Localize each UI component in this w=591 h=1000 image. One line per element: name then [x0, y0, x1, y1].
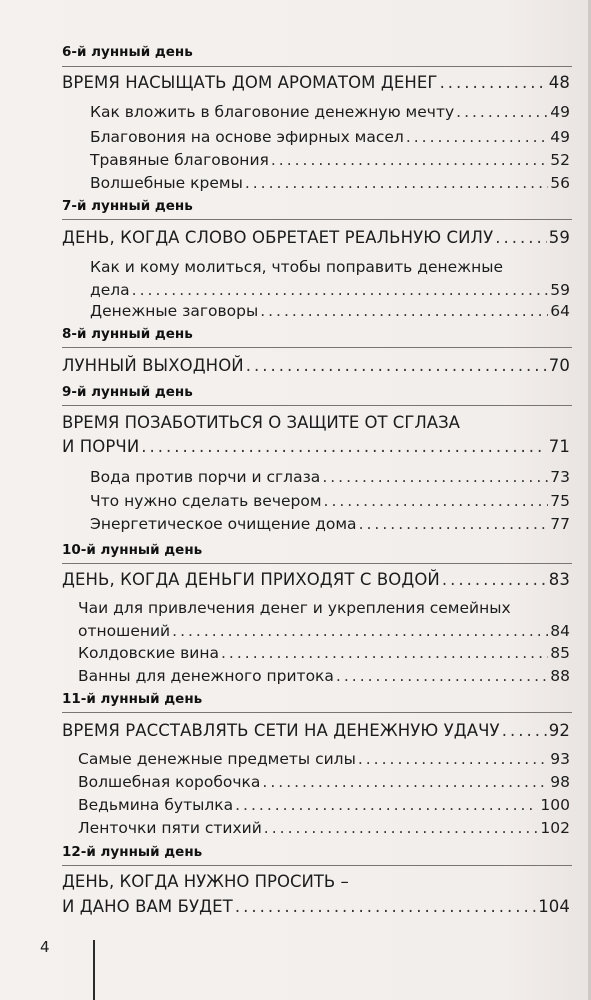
leader-dots — [271, 151, 548, 169]
page-ref: 70 — [548, 356, 570, 375]
leader-dots — [336, 667, 548, 685]
toc-item — [78, 750, 570, 768]
day-label: 12-й лунный день — [62, 844, 203, 860]
day-label: 11-й лунный день — [62, 691, 203, 707]
leader-dots — [324, 492, 549, 510]
item-title-line2: дела — [90, 281, 130, 299]
item-title: Что нужно сделать вечером — [90, 492, 322, 510]
leader-dots — [132, 281, 549, 299]
leader-dots — [442, 570, 547, 589]
chapter-title-line1: ВРЕМЯ ПОЗАБОТИТЬСЯ О ЗАЩИТЕ ОТ СГЛАЗА — [62, 413, 460, 432]
toc-item — [78, 667, 570, 685]
section-rule — [62, 712, 572, 713]
page-ref: 64 — [550, 302, 570, 320]
toc-item — [90, 281, 570, 299]
leader-dots — [359, 515, 549, 533]
toc-item — [90, 174, 570, 192]
item-title-line1: Чаи для привлечения денег и укрепления семейных — [78, 599, 511, 617]
chapter-title: ЛУННЫЙ ВЫХОДНОЙ — [62, 356, 244, 375]
item-title: Ванны для денежного притока — [78, 667, 334, 685]
leader-dots — [358, 750, 548, 768]
toc-item — [78, 644, 570, 662]
day-label: 10-й лунный день — [62, 542, 203, 558]
leader-dots — [172, 622, 548, 640]
page-ref: 77 — [550, 515, 570, 533]
toc-item — [90, 492, 570, 510]
item-title: Ведьмина бутылка — [78, 796, 234, 814]
item-title: Травяные благовония — [90, 151, 269, 169]
section-rule — [62, 66, 572, 67]
page-ref: 52 — [550, 151, 570, 169]
chapter-title-line2: И ДАНО ВАМ БУДЕТ — [62, 897, 233, 916]
margin-bar — [93, 940, 95, 1000]
toc-item — [90, 151, 570, 169]
leader-dots — [260, 302, 548, 320]
page-ref: 93 — [550, 750, 570, 768]
page-ref: 102 — [540, 819, 570, 837]
item-title: Волшебная коробочка — [78, 773, 261, 791]
page-ref: 59 — [548, 228, 570, 247]
leader-dots — [322, 468, 548, 486]
leader-dots — [440, 73, 547, 92]
page-ref: 49 — [550, 103, 570, 121]
chapter-title-line2: И ПОРЧИ — [62, 437, 140, 456]
chapter-title: ДЕНЬ, КОГДА СЛОВО ОБРЕТАЕТ РЕАЛЬНУЮ СИЛУ — [62, 228, 494, 247]
page-ref: 85 — [550, 644, 570, 662]
leader-dots — [264, 819, 539, 837]
leader-dots — [495, 228, 547, 247]
item-title: Вода против порчи и сглаза — [90, 468, 321, 486]
page-ref: 56 — [550, 174, 570, 192]
page-ref: 100 — [540, 796, 570, 814]
chapter-entry — [62, 73, 570, 92]
item-title-line1: Как и кому молиться, чтобы поправить денежные — [90, 258, 504, 276]
leader-dots — [246, 356, 547, 375]
day-label: 6-й лунный день — [62, 44, 193, 60]
item-title: Денежные заговоры — [90, 302, 259, 320]
page-ref: 59 — [550, 281, 570, 299]
day-label: 9-й лунный день — [62, 384, 193, 400]
leader-dots — [502, 721, 547, 740]
toc-item — [90, 128, 570, 146]
leader-dots — [141, 437, 547, 456]
leader-dots — [262, 773, 548, 791]
page-ref: 84 — [550, 622, 570, 640]
leader-dots — [245, 174, 548, 192]
toc-item — [90, 302, 570, 320]
chapter-title: ДЕНЬ, КОГДА ДЕНЬГИ ПРИХОДЯТ С ВОДОЙ — [62, 570, 440, 589]
page-ref: 75 — [550, 492, 570, 510]
page-ref: 104 — [538, 897, 570, 916]
page-ref: 92 — [548, 721, 570, 740]
section-rule — [62, 219, 572, 220]
leader-dots — [456, 103, 548, 121]
item-title: Самые денежные предметы силы — [78, 750, 356, 768]
item-title: Энергетическое очищение дома — [90, 515, 357, 533]
toc-item — [90, 468, 570, 486]
chapter-entry — [62, 437, 570, 456]
leader-dots — [235, 796, 538, 814]
section-rule — [62, 405, 572, 406]
page-ref: 71 — [548, 437, 570, 456]
page-ref: 88 — [550, 667, 570, 685]
page-ref: 48 — [548, 73, 570, 92]
chapter-title-line1: ДЕНЬ, КОГДА НУЖНО ПРОСИТЬ – — [62, 872, 349, 891]
chapter-entry — [62, 897, 570, 916]
chapter-title: ВРЕМЯ РАССТАВЛЯТЬ СЕТИ НА ДЕНЕЖНУЮ УДАЧУ — [62, 721, 500, 740]
item-title: Как вложить в благовоние денежную мечту — [90, 103, 455, 121]
page-ref: 98 — [550, 773, 570, 791]
item-title: Ленточки пяти стихий — [78, 819, 262, 837]
item-title: Волшебные кремы — [90, 174, 243, 192]
toc-item — [90, 515, 570, 533]
item-title: Благовония на основе эфирных масел — [90, 128, 404, 146]
item-title: Колдовские вина — [78, 644, 219, 662]
toc-item — [78, 796, 570, 814]
toc-item — [90, 103, 570, 121]
leader-dots — [406, 128, 548, 146]
leader-dots — [235, 897, 536, 916]
page-number: 4 — [40, 938, 50, 956]
page-ref: 49 — [550, 128, 570, 146]
section-rule — [62, 865, 572, 866]
chapter-entry — [62, 356, 570, 375]
toc-item — [78, 622, 570, 640]
day-label: 8-й лунный день — [62, 326, 193, 342]
page-ref: 73 — [550, 468, 570, 486]
item-title-line2: отношений — [78, 622, 171, 640]
day-label: 7-й лунный день — [62, 198, 193, 214]
section-rule — [62, 347, 572, 348]
chapter-entry — [62, 570, 570, 589]
section-rule — [62, 563, 572, 564]
chapter-title: ВРЕМЯ НАСЫЩАТЬ ДОМ АРОМАТОМ ДЕНЕГ — [62, 73, 438, 92]
leader-dots — [221, 644, 548, 662]
page-ref: 83 — [548, 570, 570, 589]
toc-item — [78, 773, 570, 791]
chapter-entry — [62, 721, 570, 740]
chapter-entry — [62, 228, 570, 247]
toc-item — [78, 819, 570, 837]
